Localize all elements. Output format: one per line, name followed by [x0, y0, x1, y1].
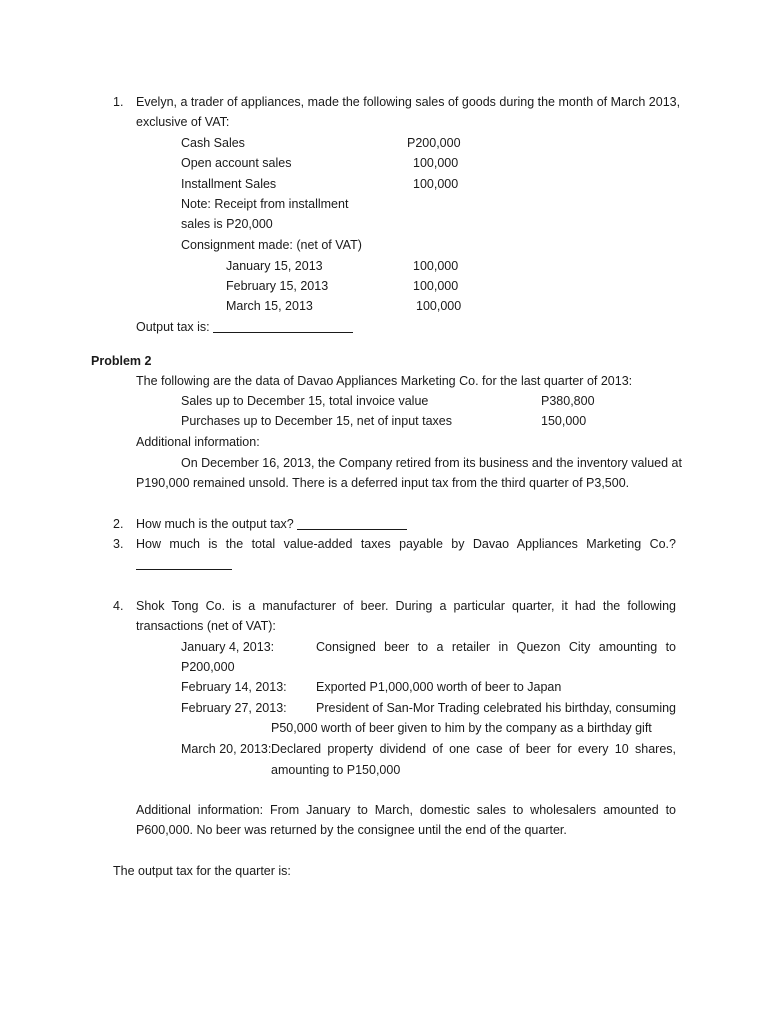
- q3-number: 3.: [113, 537, 124, 551]
- q4-additional-line1: Additional information: From January to March, domestic sales to wholesalers amounted to: [136, 803, 676, 817]
- consignment-value: 100,000: [413, 259, 459, 273]
- problem2-para-line1: On December 16, 2013, the Company retired from its business and the inventory valued at: [181, 456, 682, 470]
- consignment-date: March 15, 2013: [226, 299, 313, 313]
- problem2-intro: The following are the data of Davao Appliances Marketing Co. for the last quarter of 2013:: [136, 374, 633, 388]
- q4-number: 4.: [113, 599, 124, 613]
- transaction-desc: Consigned beer to a retailer in Quezon City amounting to: [316, 640, 676, 654]
- consignment-value: 100,000: [416, 299, 462, 313]
- transaction-desc-cont: amounting to P150,000: [271, 763, 401, 777]
- q2-line: [136, 516, 407, 532]
- q1-number: 1.: [113, 95, 124, 109]
- note-line1: Note: Receipt from installment: [181, 197, 349, 211]
- cash-sales-label: Cash Sales: [181, 136, 245, 150]
- answer-blank: [297, 517, 407, 530]
- open-account-value: 100,000: [413, 156, 459, 170]
- consignment-date: January 15, 2013: [226, 259, 323, 273]
- cash-sales-value: P200,000: [407, 136, 461, 150]
- transaction-desc: President of San-Mor Trading celebrated his birthday, consuming: [316, 701, 676, 715]
- q2-number: 2.: [113, 517, 124, 531]
- answer-blank: [213, 320, 353, 333]
- q3-answer-line: [136, 556, 232, 572]
- q1-text-line1: Evelyn, a trader of appliances, made the following sales of goods during the month of March 2013,: [136, 95, 681, 109]
- q3-text: How much is the total value-added taxes payable by Davao Appliances Marketing Co.?: [136, 537, 676, 551]
- transaction-desc-cont: P50,000 worth of beer given to him by the company as a birthday gift: [271, 721, 652, 735]
- purchases-value: 150,000: [541, 414, 587, 428]
- q2-text: How much is the output tax?: [136, 517, 294, 531]
- transaction-desc: Declared property dividend of one case of beer for every 10 shares,: [271, 742, 676, 756]
- open-account-label: Open account sales: [181, 156, 292, 170]
- transaction-desc: Exported P1,000,000 worth of beer to Japan: [316, 680, 562, 694]
- q4-additional-line2: P600,000. No beer was returned by the consignee until the end of the quarter.: [136, 823, 567, 837]
- transaction-date: January 4, 2013:: [181, 640, 275, 654]
- output-tax-line: [136, 319, 353, 335]
- sales-value: P380,800: [541, 394, 595, 408]
- problem2-para-line2: P190,000 remained unsold. There is a deferred input tax from the third quarter of P3,500.: [136, 476, 630, 490]
- transaction-desc-cont: P200,000: [181, 660, 235, 674]
- sales-label: Sales up to December 15, total invoice value: [181, 394, 429, 408]
- q1-text-line2: exclusive of VAT:: [136, 115, 230, 129]
- output-tax-label: Output tax is:: [136, 320, 210, 334]
- q4-line2: transactions (net of VAT):: [136, 619, 276, 633]
- problem2-heading: Problem 2: [91, 354, 152, 368]
- note-line2: sales is P20,000: [181, 217, 273, 231]
- transaction-date: February 14, 2013:: [181, 680, 287, 694]
- answer-blank: [136, 557, 232, 570]
- additional-info-label: Additional information:: [136, 435, 260, 449]
- purchases-label: Purchases up to December 15, net of input taxes: [181, 414, 452, 428]
- installment-value: 100,000: [413, 177, 459, 191]
- consignment-date: February 15, 2013: [226, 279, 329, 293]
- q4-closing: The output tax for the quarter is:: [113, 864, 291, 878]
- installment-label: Installment Sales: [181, 177, 277, 191]
- transaction-date: February 27, 2013:: [181, 701, 287, 715]
- consignment-label: Consignment made: (net of VAT): [181, 238, 362, 252]
- consignment-value: 100,000: [413, 279, 459, 293]
- transaction-date: March 20, 2013:: [181, 742, 272, 756]
- q4-line1: Shok Tong Co. is a manufacturer of beer. During a particular quarter, it had the following: [136, 599, 676, 613]
